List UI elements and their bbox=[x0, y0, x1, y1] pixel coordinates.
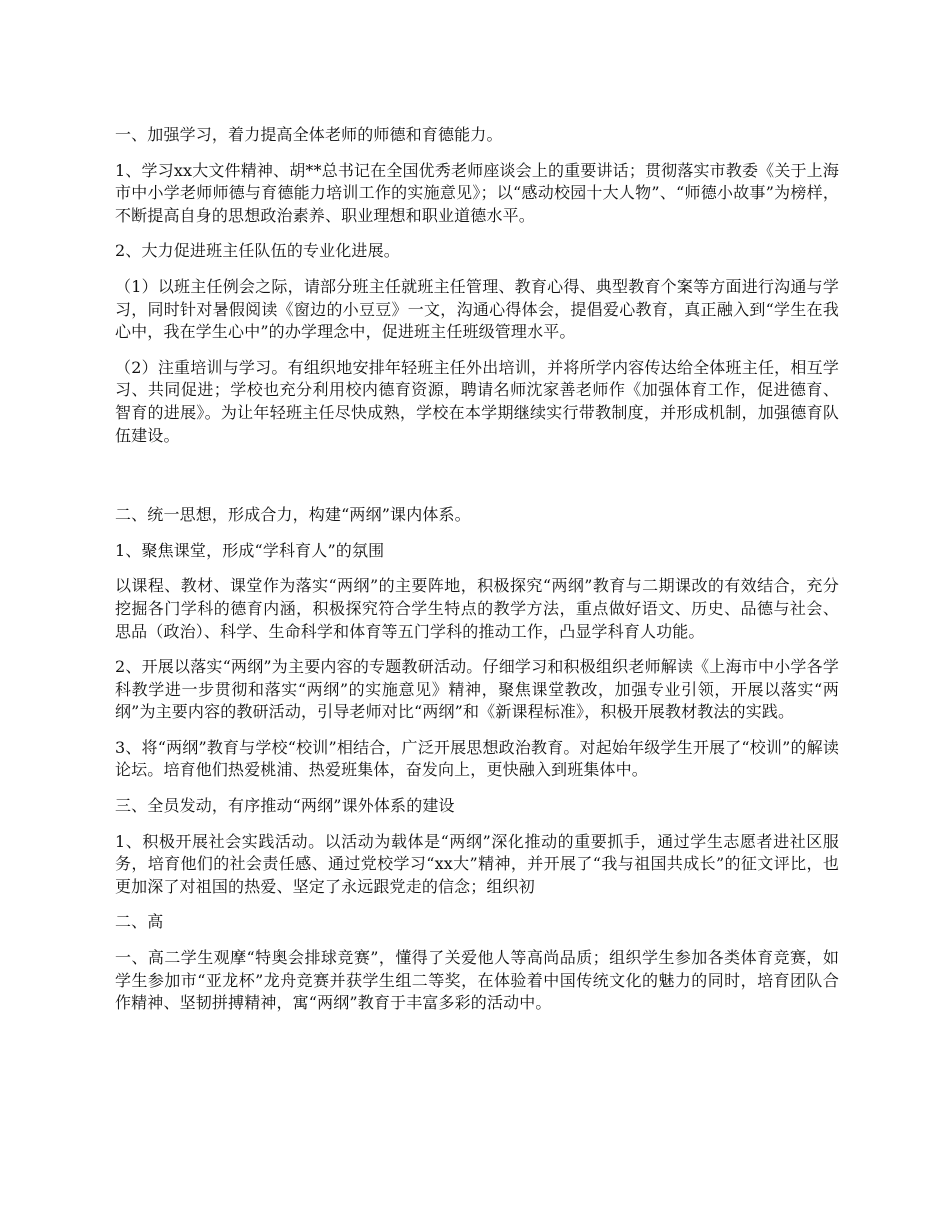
paragraph-fragment: 二、高 bbox=[115, 912, 164, 932]
section-heading-2: 二、统一思想，形成合力，构建“两纲”课内体系。 bbox=[115, 505, 471, 525]
paragraph-teaching-research: 2、开展以落实“两纲”为主要内容的专题教研活动。仔细学习和积极组织老师解读《上海市中小学各学科教学进一步贯彻和落实“两纲”的实施意见》精神，聚焦课堂教改，加强专业引领，开展以落实“两纲”为主要内容的教研活动，引导老师对比“两纲”和《新课程标准》，积极开展教材教法的实践。 bbox=[115, 657, 839, 722]
section-heading-3: 三、全员发动，有序推动“两纲”课外体系的建设 bbox=[115, 796, 455, 816]
section-heading-1: 一、加强学习，着力提高全体老师的师德和育德能力。 bbox=[115, 125, 503, 144]
paragraph-study-spirit: 1、学习xx大文件精神、胡**总书记在全国优秀老师座谈会上的重要讲话；贯彻落实市教委《关于上海市中小学老师师德与育德能力培训工作的实施意见》；以“感动校园十大人物”、“师德小故事”为榜样，不断提高自身的思想政治素养、职业理想和职业道德水平。 bbox=[115, 160, 839, 225]
document-page bbox=[115, 124, 839, 1015]
paragraph-class-teacher-team: 2、大力促进班主任队伍的专业化进展。 bbox=[115, 241, 400, 261]
paragraph-classroom-focus: 1、聚焦课堂，形成“学科育人”的氛围 bbox=[115, 540, 385, 560]
paragraph-curriculum: 以课程、教材、课堂作为落实“两纲”的主要阵地，积极探究“两纲”教育与二期课改的有效结合，充分挖掘各门学科的德育内涵，积极探究符合学生特点的教学方法，重点做好语文、历史、品德与社会、思品（政治）、科学、生命科学和体育等五门学科的推动工作，凸显学科育人功能。 bbox=[115, 576, 839, 641]
paragraph-school-motto: 3、将“两纲”教育与学校“校训”相结合，广泛开展思想政治教育。对起始年级学生开展了“校训”的解读论坛。培育他们热爱桃浦、热爱班集体，奋发向上，更快融入到班集体中。 bbox=[115, 737, 839, 780]
paragraph-class-teacher-meeting: （1）以班主任例会之际，请部分班主任就班主任管理、教育心得、典型教育个案等方面进行沟通与学习，同时针对暑假阅读《窗边的小豆豆》一文，沟通心得体会，提倡爱心教育，真正融入到“学生在我心中，我在学生心中”的办学理念中，促进班主任班级管理水平。 bbox=[115, 276, 839, 342]
paragraph-sports-activities: 一、高二学生观摩“特奥会排球竞赛”，懂得了关爱他人等高尚品质；组织学生参加各类体育竞赛，如学生参加市“亚龙杯”龙舟竞赛并获学生组二等奖，在体验着中国传统文化的魅力的同时，培育团队合作精神、坚韧拼搏精神，寓“两纲”教育于丰富多彩的活动中。 bbox=[115, 948, 839, 1013]
paragraph-training: （2）注重培训与学习。有组织地安排年轻班主任外出培训，并将所学内容传达给全体班主任，相互学习、共同促进；学校也充分利用校内德育资源，聘请名师沈家善老师作《加强体育工作，促进德育、智育的进展》。为让年轻班主任尽快成熟，学校在本学期继续实行带教制度，并形成机制，加强德育队伍建设。 bbox=[115, 357, 839, 445]
paragraph-social-practice: 1、积极开展社会实践活动。以活动为载体是“两纲”深化推动的重要抓手，通过学生志愿者进社区服务，培育他们的社会责任感、通过党校学习“xx大”精神，并开展了“我与祖国共成长”的征文评比，也更加深了对祖国的热爱、坚定了永远跟党走的信念；组织初 bbox=[115, 831, 839, 896]
